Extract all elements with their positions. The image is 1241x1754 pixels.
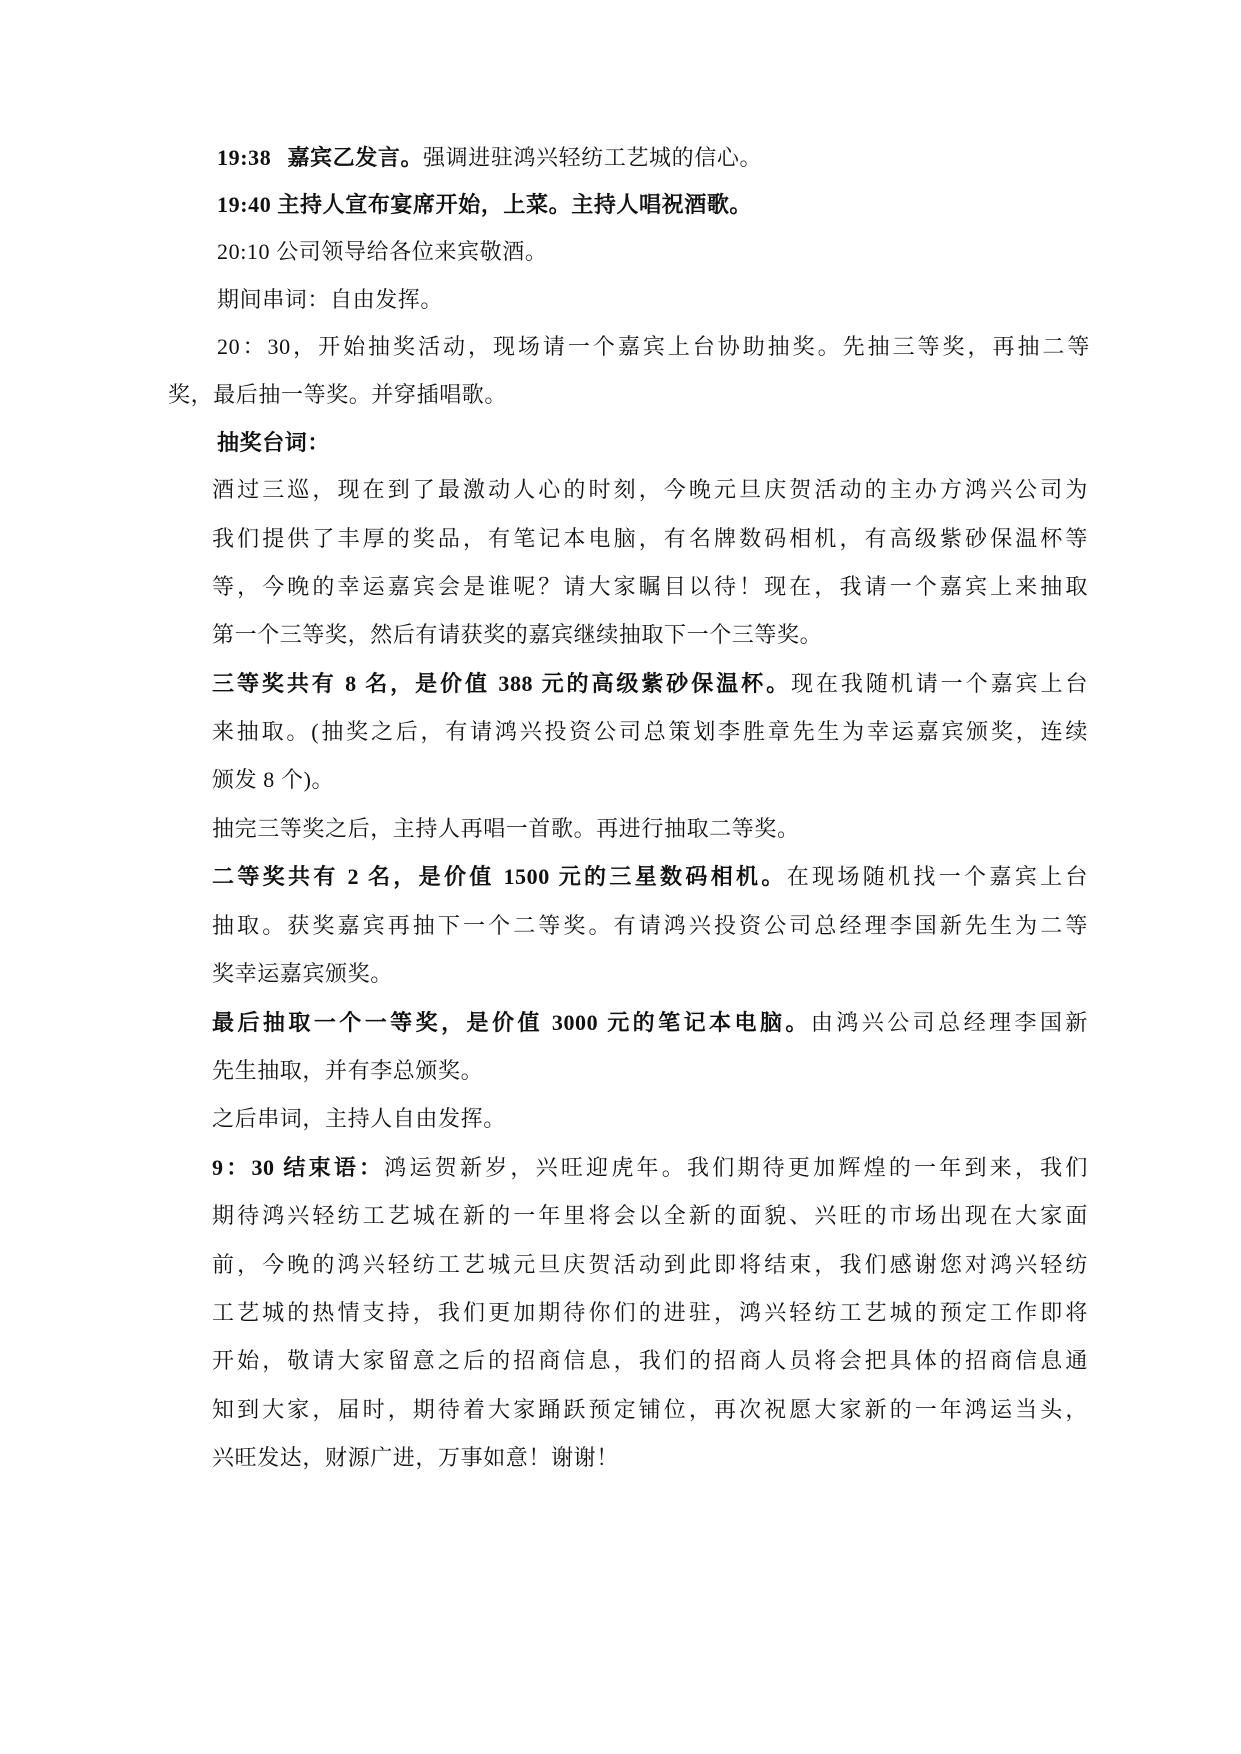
second-prize-line-3: 奖幸运嘉宾颁奖。 <box>212 961 393 986</box>
third-prize-line-1 <box>212 669 1088 699</box>
event-guest-b-detail: 强调进驻鸿兴轻纺工艺城的信心。 <box>423 145 763 170</box>
lottery-start-line-1: 20：30，开始抽奖活动，现场请一个嘉宾上台协助抽奖。先抽三等奖，再抽二等 <box>217 334 1090 359</box>
third-prize-line-3: 颁发 8 个)。 <box>212 767 335 792</box>
lottery-script-line-1: 酒过三巡，现在到了最激动人心的时刻，今晚元旦庆贺活动的主办方鸿兴公司为 <box>212 477 1088 502</box>
first-prize-line-2: 先生抽取，并有李总颁奖。 <box>212 1058 484 1083</box>
third-prize-text: 现在我随机请一个嘉宾上台 <box>791 671 1088 696</box>
after-third-prize-line: 抽完三等奖之后，主持人再唱一首歌。再进行抽取二等奖。 <box>212 816 800 841</box>
closing-line-5: 开始，敬请大家留意之后的招商信息，我们的招商人员将会把具体的招商信息通 <box>212 1348 1088 1373</box>
lottery-script-line-3: 等，今晚的幸运嘉宾会是谁呢？请大家瞩目以待！现在，我请一个嘉宾上来抽取 <box>212 574 1088 599</box>
lottery-script-heading: 抽奖台词： <box>217 430 331 455</box>
closing-line-1 <box>212 1153 1088 1183</box>
interlude-line: 期间串词：自由发挥。 <box>217 287 444 312</box>
lottery-start-line-2: 奖，最后抽一等奖。并穿插唱歌。 <box>168 382 508 407</box>
third-prize-bold: 三等奖共有 8 名，是价值 388 元的高级紫砂保温杯。 <box>212 671 792 696</box>
second-prize-line-2: 抽取。获奖嘉宾再抽下一个二等奖。有请鸿兴投资公司总经理李国新先生为二等 <box>212 913 1088 938</box>
first-prize-text: 由鸿兴公司总经理李国新 <box>810 1010 1089 1035</box>
closing-line-6: 知到大家，届时，期待着大家踊跃预定铺位，再次祝愿大家新的一年鸿运当头， <box>212 1397 1088 1422</box>
time-1938: 19:38 <box>217 145 272 170</box>
closing-line-4: 工艺城的热情支持，我们更加期待你们的进驻，鸿兴轻纺工艺城的预定工作即将 <box>212 1300 1088 1325</box>
closing-text: 鸿运贺新岁，兴旺迎虎年。我们期待更加辉煌的一年到来，我们 <box>384 1155 1088 1180</box>
closing-line-7: 兴旺发达，财源广进，万事如意！谢谢！ <box>212 1445 619 1470</box>
closing-line-3: 前，今晚的鸿兴轻纺工艺城元旦庆贺活动到此即将结束，我们感谢您对鸿兴轻纺 <box>212 1252 1088 1277</box>
third-prize-line-2: 来抽取。(抽奖之后，有请鸿兴投资公司总策划李胜章先生为幸运嘉宾颁奖，连续 <box>212 719 1088 744</box>
schedule-line-1940: 19:40 主持人宣布宴席开始，上菜。主持人唱祝酒歌。 <box>217 192 753 217</box>
lottery-script-line-4: 第一个三等奖，然后有请获奖的嘉宾继续抽取下一个三等奖。 <box>212 622 823 647</box>
event-guest-b-speech: 嘉宾乙发言。 <box>287 145 424 170</box>
second-prize-line-1 <box>212 862 1088 892</box>
closing-heading: 9：30 结束语： <box>212 1155 385 1180</box>
schedule-line-2010: 20:10 公司领导给各位来宾敬酒。 <box>217 239 548 264</box>
second-prize-bold: 二等奖共有 2 名，是价值 1500 元的三星数码相机。 <box>212 864 787 889</box>
schedule-line-1938 <box>217 143 762 173</box>
first-prize-line-1 <box>212 1008 1088 1038</box>
first-prize-bold: 最后抽取一个一等奖，是价值 3000 元的笔记本电脑。 <box>212 1010 811 1035</box>
second-prize-text: 在现场随机找一个嘉宾上台 <box>786 864 1088 889</box>
closing-line-2: 期待鸿兴轻纺工艺城在新的一年里将会以全新的面貌、兴旺的市场出现在大家面 <box>212 1203 1088 1228</box>
free-interlude-line: 之后串词，主持人自由发挥。 <box>212 1106 506 1131</box>
lottery-script-line-2: 我们提供了丰厚的奖品，有笔记本电脑，有名牌数码相机，有高级紫砂保温杯等 <box>212 526 1088 551</box>
